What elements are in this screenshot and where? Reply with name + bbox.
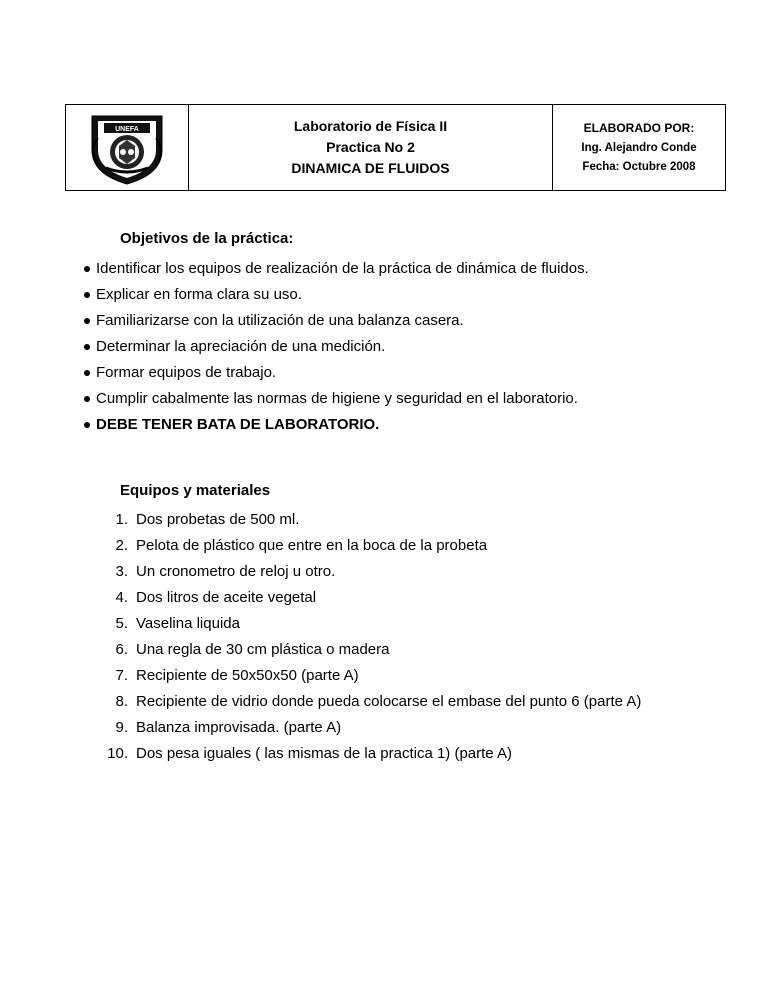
list-number: 7.: [115, 667, 128, 684]
bullet-icon: [84, 396, 90, 402]
objetivo-item: Familiarizarse con la utilización de una balanza casera.: [96, 312, 464, 329]
equipo-item: Una regla de 30 cm plástica o madera: [136, 641, 390, 658]
objetivo-item: Cumplir cabalmente las normas de higiene y seguridad en el laboratorio.: [96, 390, 578, 407]
bullet-icon: [84, 266, 90, 272]
equipo-item: Recipiente de vidrio donde pueda colocarse el embase del punto 6 (parte A): [136, 693, 642, 710]
bullet-icon: [84, 344, 90, 350]
list-number: 10.: [107, 745, 128, 762]
equipos-heading: Equipos y materiales: [120, 482, 271, 499]
list-number: 1.: [115, 511, 128, 528]
objetivo-item: Identificar los equipos de realización de la práctica de dinámica de fluidos.: [96, 260, 589, 277]
bullet-icon: [84, 422, 90, 428]
objetivo-item-warning: DEBE TENER BATA DE LABORATORIO.: [96, 416, 380, 433]
bullet-icon: [84, 318, 90, 324]
equipo-item: Un cronometro de reloj u otro.: [136, 563, 336, 580]
logo-text: UNEFA: [115, 125, 139, 133]
practice-number: Practica No 2: [326, 139, 415, 155]
elaborado-label: ELABORADO POR:: [583, 120, 695, 135]
equipo-item: Dos litros de aceite vegetal: [136, 589, 317, 606]
objetivo-item: Determinar la apreciación de una medición.: [96, 338, 386, 355]
list-number: 6.: [115, 641, 128, 658]
university-seal-icon: [84, 110, 170, 186]
list-number: 9.: [115, 719, 128, 736]
bullet-icon: [84, 370, 90, 376]
equipo-item: Dos probetas de 500 ml.: [136, 511, 300, 528]
author-name: Ing. Alejandro Conde: [581, 141, 697, 154]
equipo-item: Dos pesa iguales ( las mismas de la practica 1) (parte A): [136, 745, 512, 762]
header-table: [65, 104, 726, 191]
bullet-icon: [84, 292, 90, 298]
title-cell: [189, 105, 553, 190]
list-number: 4.: [115, 589, 128, 606]
list-number: 8.: [115, 693, 128, 710]
list-number: 3.: [115, 563, 128, 580]
meta-cell: [553, 105, 725, 190]
objetivo-item: Formar equipos de trabajo.: [96, 364, 277, 381]
equipo-item: Recipiente de 50x50x50 (parte A): [136, 667, 359, 684]
equipo-item: Vaselina liquida: [136, 615, 240, 632]
logo-cell: [66, 105, 189, 190]
list-number: 5.: [115, 615, 128, 632]
list-number: 2.: [115, 537, 128, 554]
objetivos-heading: Objetivos de la práctica:: [120, 230, 294, 247]
equipo-item: Balanza improvisada. (parte A): [136, 719, 342, 736]
date-text: Fecha: Octubre 2008: [582, 160, 696, 173]
lab-title: Laboratorio de Física II: [293, 118, 448, 134]
equipo-item: Pelota de plástico que entre en la boca de la probeta: [136, 537, 488, 554]
practice-topic: DINAMICA DE FLUIDOS: [291, 160, 450, 176]
objetivo-item: Explicar en forma clara su uso.: [96, 286, 302, 303]
